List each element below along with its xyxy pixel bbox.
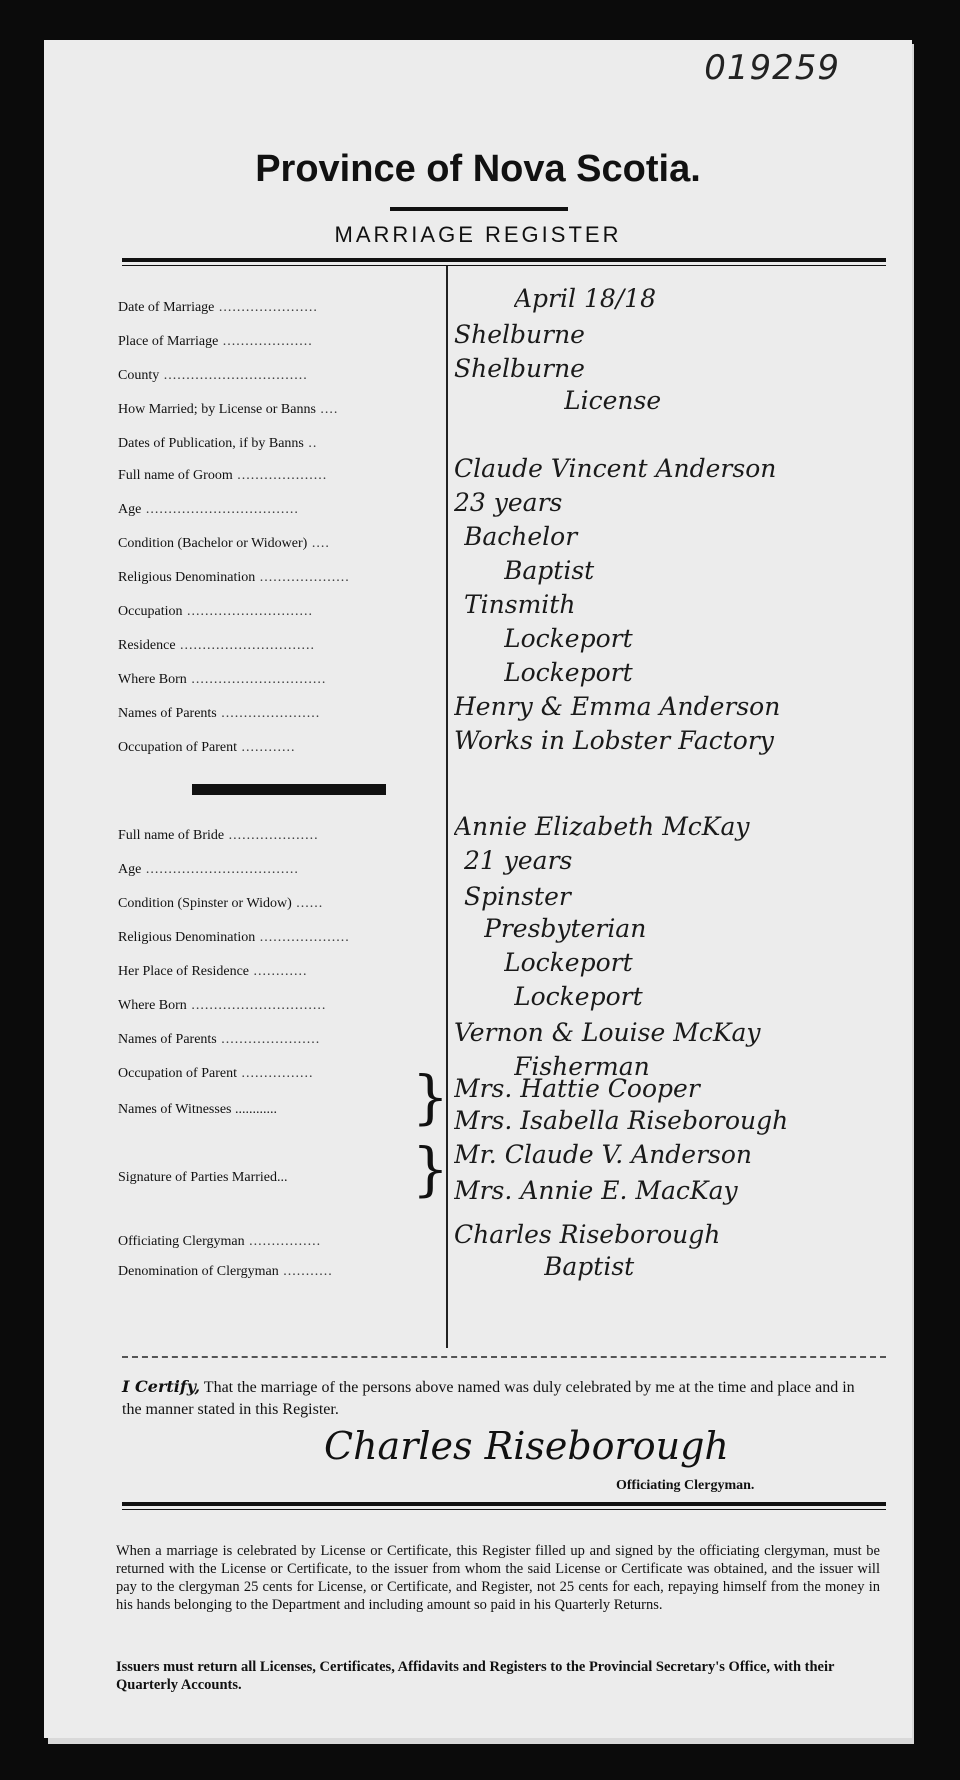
- field-label: Age ..................................: [118, 862, 299, 877]
- field-label-text: Age: [118, 502, 142, 517]
- field-value: Vernon & Louise McKay: [454, 1018, 761, 1047]
- field-value: Lockeport: [514, 982, 643, 1011]
- field-value: Presbyterian: [484, 914, 647, 943]
- field-label: Religious Denomination ....................: [118, 930, 350, 945]
- field-value: Annie Elizabeth McKay: [454, 812, 750, 841]
- field-label-text: Age: [118, 862, 142, 877]
- witness-1: Mrs. Hattie Cooper: [454, 1074, 700, 1103]
- certify-lead: I Certify,: [122, 1377, 201, 1396]
- field-label: Condition (Bachelor or Widower) ....: [118, 536, 330, 551]
- field-value: Claude Vincent Anderson: [454, 454, 777, 483]
- field-label: Occupation of Parent ................: [118, 1066, 314, 1081]
- notice-rule: [122, 1502, 886, 1510]
- field-value: License: [564, 386, 662, 415]
- field-value: Spinster: [464, 882, 571, 911]
- field-value: Shelburne: [454, 320, 585, 349]
- field-value: April 18/18: [514, 284, 656, 313]
- field-label-text: Religious Denomination: [118, 570, 256, 585]
- field-value: Lockeport: [504, 658, 633, 687]
- return-notice: When a marriage is celebrated by License or Certificate, this Register filled up and signed by the officiating clergyman, must be returned with the License or Certificate, to the issuer from whom the said License or Certificate was obtained, and the issuer will pay to the clergyman 25 cents for License, or Certificate, and Register, not 25 cents for each, repaying himself from the money in his hands belonging to the Department and including amount so paid in his Quarterly Returns.: [116, 1543, 880, 1613]
- field-label-text: Full name of Bride: [118, 828, 225, 843]
- field-label: Age ..................................: [118, 502, 299, 517]
- field-label: Occupation ............................: [118, 604, 314, 619]
- field-value: Shelburne: [454, 354, 585, 383]
- field-label: Where Born ..............................: [118, 998, 327, 1013]
- field-label-text: Occupation of Parent: [118, 1066, 237, 1081]
- field-label-text: Full name of Groom: [118, 468, 233, 483]
- field-value: Lockeport: [504, 948, 633, 977]
- certification-text: [122, 1376, 862, 1421]
- page-title: Province of Nova Scotia.: [255, 148, 701, 190]
- field-label: How Married; by License or Banns ....: [118, 402, 339, 417]
- field-label-text: Condition (Spinster or Widow): [118, 896, 292, 911]
- parties-label: Signature of Parties Married...: [118, 1170, 288, 1185]
- clergy-denomination-label: Denomination of Clergyman ...........: [118, 1264, 333, 1279]
- officiating-clergyman-label: Officiating Clergyman ................: [118, 1234, 322, 1249]
- certify-top-rule: [122, 1356, 886, 1358]
- register-subtitle: MARRIAGE REGISTER: [334, 222, 622, 247]
- field-value: Lockeport: [504, 624, 633, 653]
- clergy-denomination-value: Baptist: [544, 1252, 635, 1281]
- witness-2: Mrs. Isabella Riseborough: [454, 1106, 789, 1135]
- field-label-text: Date of Marriage: [118, 300, 215, 315]
- field-label: Place of Marriage ....................: [118, 334, 313, 349]
- field-value: Henry & Emma Anderson: [454, 692, 781, 721]
- field-label-text: Place of Marriage: [118, 334, 219, 349]
- field-value: 21 years: [464, 846, 573, 875]
- field-value: Bachelor: [464, 522, 578, 551]
- field-label-text: Her Place of Residence: [118, 964, 249, 979]
- witnesses-brace: }: [412, 1063, 449, 1131]
- bride-section-bar: [192, 784, 386, 795]
- field-value: Fisherman: [514, 1052, 650, 1081]
- register-page: [44, 40, 912, 1738]
- field-label-text: Condition (Bachelor or Widower): [118, 536, 308, 551]
- field-label: Religious Denomination ....................: [118, 570, 350, 585]
- field-label-text: Dates of Publication, if by Banns: [118, 436, 304, 451]
- issuer-notice: Issuers must return all Licenses, Certificates, Affidavits and Registers to the Provincial Secretary's Office, with their Quarterly Accounts.: [116, 1659, 835, 1693]
- field-label: Names of Parents ......................: [118, 1032, 321, 1047]
- field-label: Where Born ..............................: [118, 672, 327, 687]
- field-label-text: How Married; by License or Banns: [118, 402, 316, 417]
- field-label: Residence ..............................: [118, 638, 316, 653]
- signature-caption: Officiating Clergyman.: [616, 1478, 755, 1493]
- field-label: Full name of Bride ....................: [118, 828, 319, 843]
- field-label: Date of Marriage ......................: [118, 300, 318, 315]
- witnesses-label: Names of Witnesses ............: [118, 1102, 277, 1117]
- field-value: Works in Lobster Factory: [454, 726, 774, 755]
- party-1: Mr. Claude V. Anderson: [454, 1140, 753, 1169]
- field-label: Names of Parents ......................: [118, 706, 321, 721]
- field-label-text: Occupation of Parent: [118, 740, 237, 755]
- header-rule: [122, 258, 886, 266]
- field-label-text: Occupation: [118, 604, 183, 619]
- field-label-text: Where Born: [118, 672, 187, 687]
- field-label: Dates of Publication, if by Banns ..: [118, 436, 318, 451]
- title-rule: [390, 207, 568, 211]
- field-value: 23 years: [454, 488, 563, 517]
- parties-brace: }: [412, 1135, 449, 1203]
- field-label: Her Place of Residence ............: [118, 964, 308, 979]
- field-label-text: Names of Parents: [118, 706, 217, 721]
- field-label: Condition (Spinster or Widow) ......: [118, 896, 324, 911]
- field-label: Occupation of Parent ............: [118, 740, 296, 755]
- field-value: Tinsmith: [464, 590, 576, 619]
- certify-body: That the marriage of the persons above named was duly celebrated by me at the time and place and in the manner stated in this Register.: [122, 1379, 855, 1418]
- field-label-text: Religious Denomination: [118, 930, 256, 945]
- clergy-signature: Charles Riseborough: [324, 1424, 729, 1468]
- field-value: Baptist: [504, 556, 595, 585]
- field-label: County ................................: [118, 368, 308, 383]
- field-label-text: Names of Parents: [118, 1032, 217, 1047]
- field-label-text: Where Born: [118, 998, 187, 1013]
- field-label: Full name of Groom ....................: [118, 468, 328, 483]
- field-label-text: Residence: [118, 638, 176, 653]
- officiating-clergyman-value: Charles Riseborough: [454, 1220, 721, 1249]
- reference-number: 019259: [704, 48, 840, 88]
- field-label-text: County: [118, 368, 160, 383]
- party-2: Mrs. Annie E. MacKay: [454, 1176, 738, 1205]
